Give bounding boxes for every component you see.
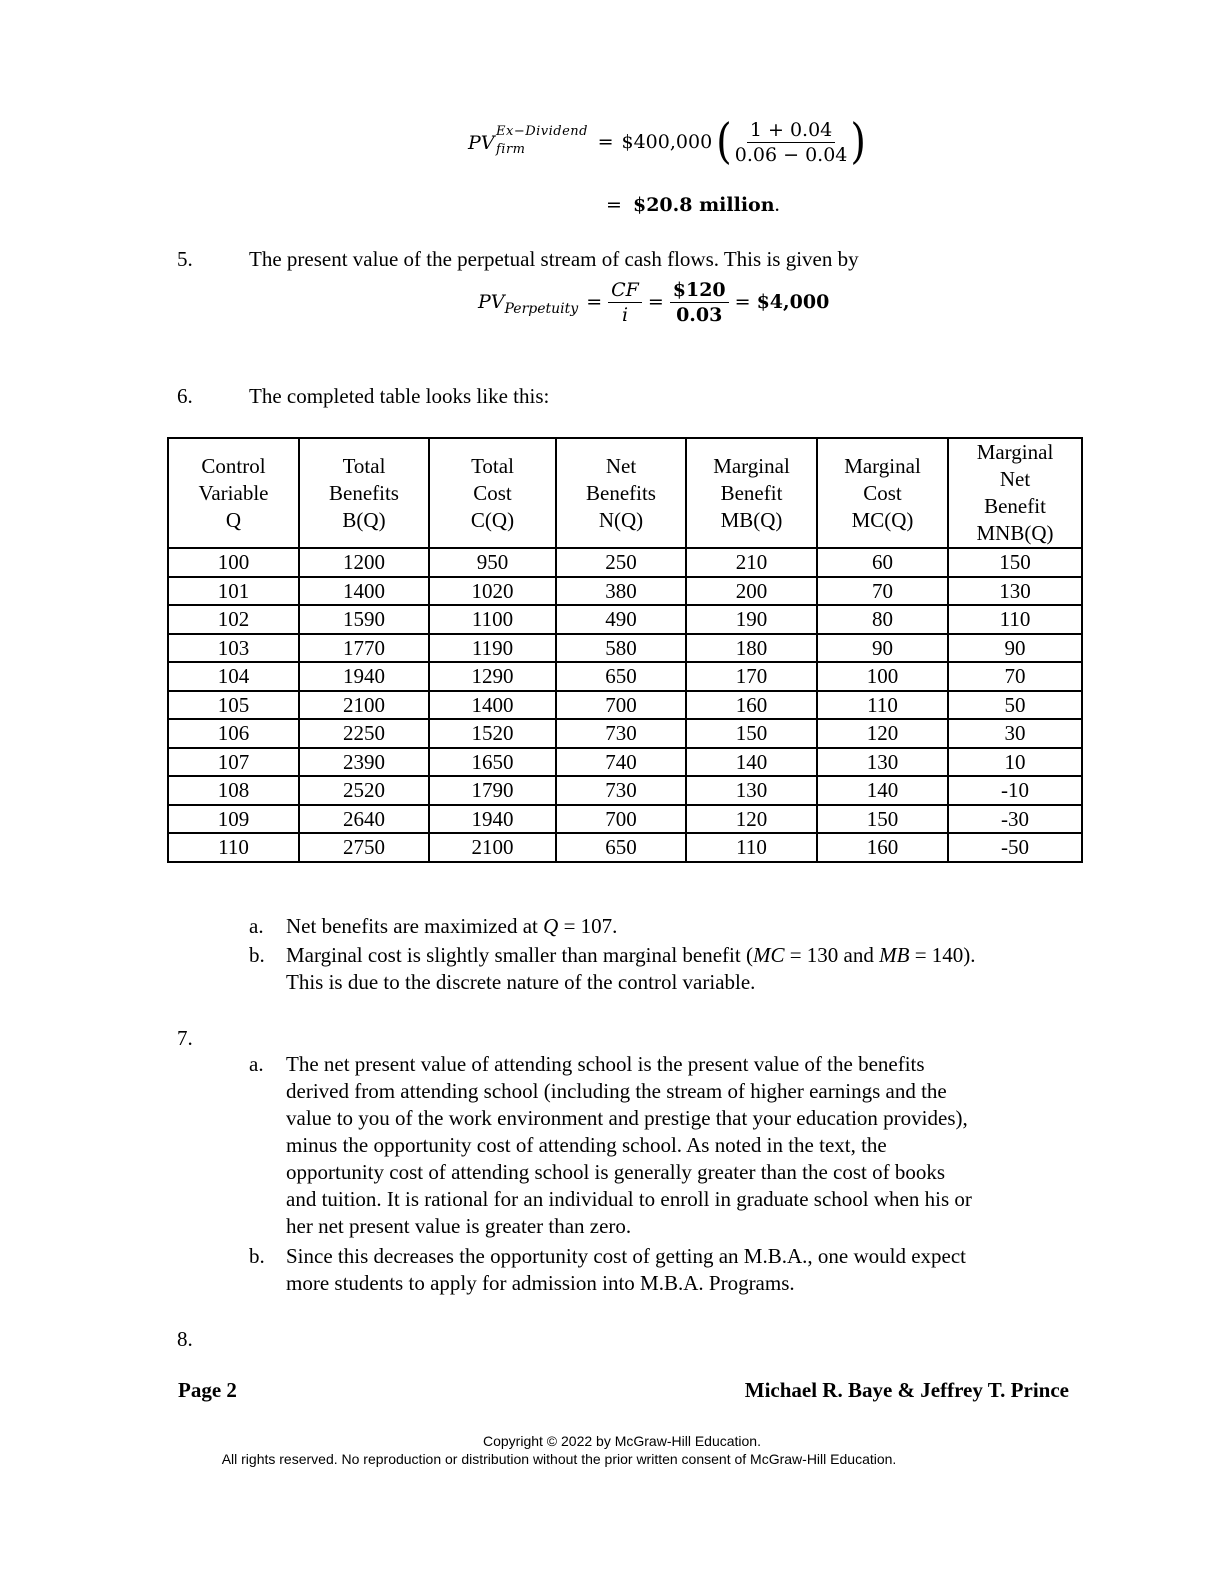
paragraph-line: minus the opportunity cost of attending school. As noted in the text, the [286, 1133, 887, 1157]
column-header [299, 438, 429, 548]
column-header-line: Benefit [720, 480, 783, 505]
item6-text: The completed table looks like this: [249, 384, 550, 408]
table-cell: 106 [168, 719, 299, 748]
marginal-analysis-table [167, 437, 1083, 863]
table-cell: 130 [817, 748, 948, 777]
paragraph-line: derived from attending school (including the stream of higher earnings and the [286, 1079, 947, 1103]
table-cell: 210 [686, 548, 817, 577]
column-header-line: MC(Q) [851, 507, 914, 532]
table-cell: 1790 [429, 776, 556, 805]
column-header [948, 438, 1082, 548]
column-header-line: Control [201, 453, 266, 478]
table-cell: 1200 [299, 548, 429, 577]
table-cell: 100 [168, 548, 299, 577]
formula-perpetuity: $PV_{Perpetuity}$ = $\frac{CF}{i}$ = $\frac{\$120}{0.03}$ = $4,000 [478, 278, 830, 326]
column-header-line: Net [605, 453, 637, 478]
table-cell: 30 [948, 719, 1082, 748]
table-cell: 1290 [429, 662, 556, 691]
table-row [168, 634, 1082, 663]
table-cell: 80 [817, 605, 948, 634]
table-cell: 170 [686, 662, 817, 691]
paragraph-line: The net present value of attending school is the present value of the benefits [286, 1052, 925, 1076]
table-cell: 103 [168, 634, 299, 663]
table-cell: 1650 [429, 748, 556, 777]
table-cell: 200 [686, 577, 817, 606]
table-cell: 150 [817, 805, 948, 834]
table-cell: 130 [948, 577, 1082, 606]
column-header-line: MNB(Q) [976, 521, 1054, 545]
item8-number: 8. [177, 1327, 193, 1351]
table-cell: 1100 [429, 605, 556, 634]
table-cell: 1020 [429, 577, 556, 606]
table-cell: 50 [948, 691, 1082, 720]
table-cell: 950 [429, 548, 556, 577]
table-cell: 140 [686, 748, 817, 777]
table-cell: 101 [168, 577, 299, 606]
table-cell: 130 [686, 776, 817, 805]
copyright-line-1: Copyright © 2022 by McGraw-Hill Education. [483, 1433, 761, 1449]
column-header-line: Marginal [844, 453, 921, 478]
table-cell: 1520 [429, 719, 556, 748]
table-cell: 1770 [299, 634, 429, 663]
page-number: Page 2 [178, 1378, 237, 1402]
table-cell: 730 [556, 719, 686, 748]
perpetuity-lhs: $PV_{Perpetuity}$ [478, 291, 579, 317]
table-cell: -10 [948, 776, 1082, 805]
table-row [168, 805, 1082, 834]
table-cell: 109 [168, 805, 299, 834]
table-cell: 150 [686, 719, 817, 748]
table-cell: -30 [948, 805, 1082, 834]
cash-over-rate-fraction: $\frac{\$120}{0.03}$ [670, 278, 729, 327]
table-cell: 490 [556, 605, 686, 634]
table-cell: 1400 [429, 691, 556, 720]
table-cell: 102 [168, 605, 299, 634]
column-header [556, 438, 686, 548]
table-cell: 107 [168, 748, 299, 777]
table-cell: 1940 [299, 662, 429, 691]
column-header [817, 438, 948, 548]
table-cell: 2100 [299, 691, 429, 720]
table-cell: 2100 [429, 833, 556, 862]
copyright-line-2: All rights reserved. No reproduction or distribution without the prior written consent of McGraw-Hill Education. [221, 1451, 897, 1467]
table-cell: 150 [948, 548, 1082, 577]
table-cell: 110 [948, 605, 1082, 634]
item6-number: 6. [177, 384, 193, 408]
table-cell: 100 [817, 662, 948, 691]
table-cell: 160 [686, 691, 817, 720]
table-cell: 180 [686, 634, 817, 663]
column-header-line: C(Q) [470, 507, 515, 532]
table-cell: -50 [948, 833, 1082, 862]
column-header [429, 438, 556, 548]
table-cell: 1190 [429, 634, 556, 663]
table-row [168, 776, 1082, 805]
table-body [168, 548, 1082, 862]
column-header-line: Total [471, 453, 514, 478]
table-cell: 580 [556, 634, 686, 663]
table-cell: 2250 [299, 719, 429, 748]
paragraph-line: more students to apply for admission into M.B.A. Programs. [286, 1271, 795, 1295]
table-cell: 120 [817, 719, 948, 748]
table-cell: 730 [556, 776, 686, 805]
column-header-line: N(Q) [598, 507, 644, 532]
table-cell: 250 [556, 548, 686, 577]
table-cell: 740 [556, 748, 686, 777]
paragraph-line: opportunity cost of attending school is generally greater than the cost of books [286, 1160, 946, 1184]
column-header-line: Q [225, 507, 242, 532]
formula-fraction: $\frac{1 + 0.04}{0.06 - 0.04}$ [734, 118, 848, 166]
formula-lhs: PV Ex−Dividend firm [468, 124, 589, 157]
table-cell: 160 [817, 833, 948, 862]
table-cell: 2640 [299, 805, 429, 834]
item7-number: 7. [177, 1026, 193, 1050]
column-header-line: Net [999, 467, 1031, 491]
paragraph-line: Since this decreases the opportunity cost of getting an M.B.A., one would expect [286, 1244, 967, 1268]
item7-a-paragraph [286, 1051, 972, 1240]
table-header-row [168, 438, 1082, 548]
table-cell: 380 [556, 577, 686, 606]
table-row [168, 748, 1082, 777]
column-header-line: Benefits [586, 480, 656, 505]
table-cell: 110 [168, 833, 299, 862]
table-cell: 10 [948, 748, 1082, 777]
table-cell: 700 [556, 691, 686, 720]
item7-b-paragraph [286, 1243, 966, 1297]
column-header [168, 438, 299, 548]
table-cell: 2520 [299, 776, 429, 805]
table-cell: 110 [817, 691, 948, 720]
column-header-line: Benefit [984, 494, 1046, 518]
column-header-line: Total [342, 453, 386, 478]
formula-firm-value: PV Ex−Dividend firm = $400,000 ( $\frac{1 + 0.04}{0.06 - 0.04}$ ) [468, 114, 866, 170]
column-header-line: Variable [198, 480, 269, 505]
table-cell: 140 [817, 776, 948, 805]
formula-firm-result: = $20.8 million. [606, 192, 780, 216]
column-header-line: Cost [863, 480, 902, 505]
table-row [168, 691, 1082, 720]
cf-over-i-fraction: $\frac{CF}{i}$ [608, 278, 642, 327]
table-cell: 70 [948, 662, 1082, 691]
table-cell: 105 [168, 691, 299, 720]
column-header-line: Marginal [713, 453, 790, 478]
table-cell: 104 [168, 662, 299, 691]
table-cell: 90 [948, 634, 1082, 663]
column-header [686, 438, 817, 548]
column-header-line: Benefits [329, 480, 399, 505]
paragraph-line: and tuition. It is rational for an individual to enroll in graduate school when his or [286, 1187, 972, 1211]
paragraph-line: value to you of the work environment and prestige that your education provides), [286, 1106, 968, 1130]
table-cell: 190 [686, 605, 817, 634]
column-header-line: Cost [473, 480, 512, 505]
item5-text: The present value of the perpetual stream of cash flows. This is given by [249, 247, 859, 271]
table-row [168, 719, 1082, 748]
table-cell: 1400 [299, 577, 429, 606]
table-cell: 110 [686, 833, 817, 862]
table-cell: 700 [556, 805, 686, 834]
table-row [168, 662, 1082, 691]
column-header-line: Marginal [976, 440, 1054, 464]
table-cell: 650 [556, 833, 686, 862]
table-row [168, 548, 1082, 577]
table-cell: 120 [686, 805, 817, 834]
table-cell: 650 [556, 662, 686, 691]
authors: Michael R. Baye & Jeffrey T. Prince [744, 1378, 1069, 1402]
table-cell: 60 [817, 548, 948, 577]
table-cell: 2390 [299, 748, 429, 777]
column-header-line: B(Q) [342, 507, 386, 532]
table-cell: 70 [817, 577, 948, 606]
table-row [168, 833, 1082, 862]
table-row [168, 605, 1082, 634]
paragraph-line: her net present value is greater than zero. [286, 1214, 632, 1238]
table-cell: 1940 [429, 805, 556, 834]
table-cell: 90 [817, 634, 948, 663]
item5-number: 5. [177, 247, 193, 271]
column-header-line: MB(Q) [720, 507, 783, 532]
table-cell: 108 [168, 776, 299, 805]
table-cell: 1590 [299, 605, 429, 634]
table-cell: 2750 [299, 833, 429, 862]
table-row [168, 577, 1082, 606]
